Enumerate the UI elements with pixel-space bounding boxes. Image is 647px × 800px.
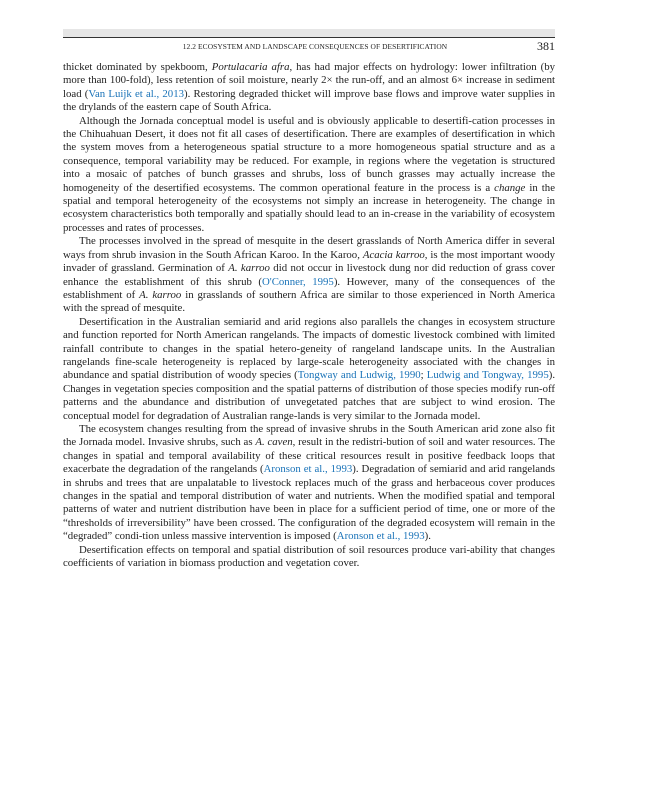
header-bar [63,29,555,37]
italic-text: Portulacaria afra [211,61,290,73]
italic-text: change [494,181,526,194]
text-run: The processes involved in the spread of mesquite in the desert grasslands of North America differ in several ways from shrub invasion in the South African Karoo. In the Karoo, [63,235,555,261]
citation-link[interactable]: O'Conner, 1995 [261,275,334,288]
citation-link[interactable]: Tongway and Ludwig, 1990 [297,369,421,382]
paragraph-p3 [63,235,555,315]
text-run: ). Changes in vegetation species composition and the spatial patterns of distribution of those species modify run-off patterns and the abundance and distribution of unvegetated patches that are subject to wind erosion. The conceptual model for degradation of Australian range-lands is very similar to the Jornada model. [63,369,556,422]
text-run: in grasslands of southern Africa are similar to those experienced in North America with the spread of mesquite. [63,288,555,315]
citation-link[interactable]: Ludwig and Tongway, 1995 [426,369,549,382]
text-run: did not occur in livestock dung nor did reduction of grass cover enhance the establishment of this shrub ( [63,262,556,288]
text-run: ; [420,369,427,382]
citation-link[interactable]: Van Luijk et al., 2013 [88,87,184,100]
text-run: ). [424,530,431,543]
header-rule [63,37,555,38]
text-run: ). However, many of the consequences of the establishment of [63,275,555,301]
citation-link[interactable]: Aronson et al., 1993 [263,463,353,476]
text-run: The ecosystem changes resulting from the spread of invasive shrubs in the South American arid zone also fit the Jornada model. Invasive shrubs, such as [63,422,555,449]
body-text [63,61,555,570]
text-run: , has had major effects on hydrology: lower infiltration (by more than 100-fold), less retention of soil moisture, nearly 2× the run-off, and an almost 6× increase in sediment load ( [63,61,555,100]
text-run: , result in the redistri-bution of soil and water resources. The changes in spatial and temporal availability of these critical resources result in positive feedback loops that exacerbate the degradation of the rangelands ( [63,436,555,476]
italic-text: A. karroo [228,262,270,275]
italic-text: Acacia karroo [362,248,425,261]
text-run: ). Restoring degraded thicket will improve base flows and improve water supplies in the drylands of the eastern cape of South Africa. [63,87,556,114]
paragraph-p5 [63,423,555,544]
running-head: 12.2 ECOSYSTEM AND LANDSCAPE CONSEQUENCES OF DESERTIFICATION [182,42,448,51]
italic-text: A. karroo [139,288,182,301]
italic-text: A. caven [255,436,293,449]
citation-link[interactable]: Aronson et al., 1993 [336,530,425,543]
paragraph-p1 [63,61,555,115]
text-run: thicket dominated by spekboom, [63,61,212,73]
text-run: ). Degradation of semiarid and arid rangelands in shrubs and trees that are unpalatable to livestock replaces much of the grass and herbaceous cover produces changes in the spatial and temporal distribution of water and nutrients. When the modified spatial and temporal patterns of water and nutrient distribution have been in place for a sufficient period of time, one or more of the “thresholds of irreversibility” have been crossed. The configuration of the degraded ecosystem will remain in the “degraded” condi-tion unless massive intervention is imposed ( [63,463,555,543]
text-run: Desertification in the Australian semiarid and arid regions also parallels the changes in ecosystem structure and function reported for North American rangelands. The impacts of domestic livestock combined with limited rainfall contribute to changes in the spatial hetero-geneity of rangeland landscape units. In the Australian rangelands fine-scale heterogeneity is replaced by large-scale heterogeneity associated with the changes in abundance and spatial distribution of woody species ( [63,315,555,382]
page-number: 381 [537,39,555,53]
text-run: in the spatial and temporal heterogeneity of the ecosystems not simply an increase in heterogeneity. The change in ecosystem characteristics both temporally and spatially should lead to an in-crease in the variability of ecosystem processes and rates of processes. [63,181,555,234]
paragraph-p4 [63,316,555,423]
paragraph-p2 [63,115,555,236]
text-run: Although the Jornada conceptual model is useful and is obviously applicable to desertifi-cation processes in the Chihuahuan Desert, it does not fit all cases of desertification. There are examples of desertification in which the system moves from a heterogeneous spatial structure to a more homogeneous spatial structure and as a consequence, temporal variability may be reduced. For example, in regions where the vegetation is structured into a mosaic of patches of bunch grasses and shrubs, loss of bunch grasses may actually increase the homogeneity of the desertified ecosystems. The common operational feature in the process is a [63,114,555,194]
text-run: , is the most important woody invader of grassland. Germination of [63,248,555,275]
text-run: Desertification effects on temporal and spatial distribution of soil resources produce vari-ability that changes coefficients of variation in biomass production and vegetation cover. [63,543,555,570]
paragraph-p6 [63,544,555,571]
